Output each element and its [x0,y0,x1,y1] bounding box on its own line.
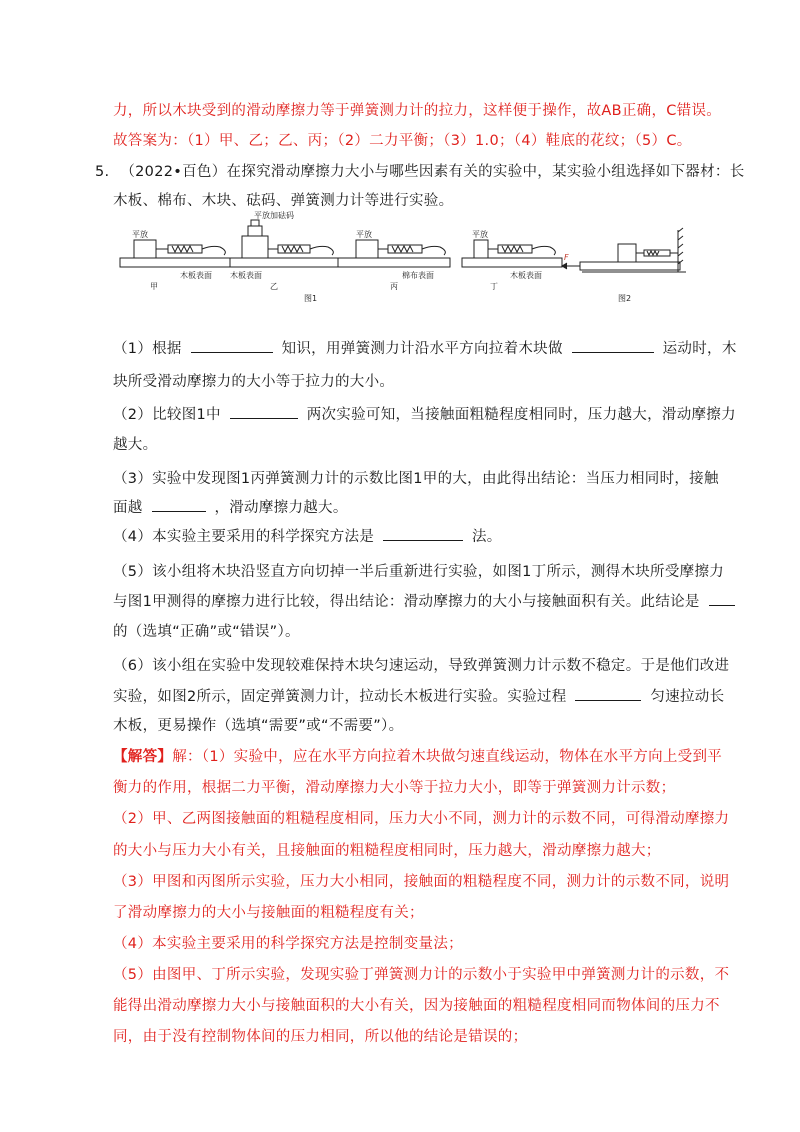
q3-blank[interactable] [152,497,206,512]
label-pingfang-ding: 平放 [472,230,488,239]
label-force: F [564,253,569,262]
q6-blank[interactable] [575,686,641,701]
prev-answer-line-2: 故答案为：（1）甲、乙；乙、丙；（2）二力平衡；（3）1.0；（4）鞋底的花纹；（5）C。 [113,133,692,149]
answer-line-7: （4）本实验主要采用的科学探究方法是控制变量法； [113,936,463,952]
q3-text-b: ，滑动摩擦力越大。 [214,500,348,516]
q2-blank[interactable] [230,404,298,419]
answer-line-8: （5）由图甲、丁所示实验，发现实验丁弹簧测力计的示数小于实验甲中弹簧测力计的示数，不 [113,967,730,983]
answer-line-10: 同，由于没有控制物体间的压力相同，所以他的结论是错误的； [113,1029,528,1045]
q1-blank-2[interactable] [572,338,654,353]
answer-tag: 【解答】 [113,749,173,765]
label-mian-bu-bing: 棉布表面 [402,271,434,280]
question-stem-line-1 [95,160,745,181]
q5-blank[interactable] [709,591,735,606]
label-ding: 丁 [490,282,498,291]
sub-question-3-line-2 [113,496,348,517]
setup-yi [230,220,338,267]
q6-text-b: 匀速拉动长 [650,689,725,705]
answer-1-text-a: 解：（1）实验中，应在水平方向拉着木块做匀速直线运动，物体在水平方向上受到平 [172,749,723,765]
answer-line-9: 能得出滑动摩擦力大小与接触面积的大小有关，因为接触面的粗糙程度相同而物体间的压力不 [113,998,720,1014]
sub-question-5-line-1: （5）该小组将木块沿竖直方向切掉一半后重新进行实验，如图1丁所示，测得木块所受摩擦力 [113,564,725,580]
q1-text-a: （1）根据 [113,341,182,357]
label-pingfang-bing: 平放 [356,230,372,239]
label-jia: 甲 [150,282,158,291]
setup-jia [120,240,230,267]
label-fig1: 图1 [304,294,318,303]
answer-line-3: （2）甲、乙两图接触面的粗糙程度相同，压力大小不同，测力计的示数不同，可得滑动摩擦力 [113,811,730,827]
setup-bing [338,240,450,267]
label-fig2: 图2 [618,294,632,303]
q4-blank[interactable] [383,526,463,541]
experiment-figure [112,210,692,310]
sub-question-6-line-1: （6）该小组在实验中发现较难保持木块匀速运动，导致弹簧测力计示数不稳定。于是他们改进 [113,658,730,674]
q5-text-a: 与图1甲测得的摩擦力进行比较，得出结论：滑动摩擦力的大小与接触面积有关。此结论是 [113,594,700,610]
question-stem-text: （2022•百色）在探究滑动摩擦力大小与哪些因素有关的实验中，某实验小组选择如下器材：长 [120,164,745,180]
label-bing: 丙 [390,282,398,291]
label-mu-ban-jia: 木板表面 [180,271,212,280]
sub-question-6-line-3: 木板，更易操作（选填“需要”或“不需要”）。 [113,718,404,734]
sub-question-5-line-3: 的（选填“正确”或“错误”）。 [113,624,300,640]
q2-text-b: 两次实验可知，当接触面粗糙程度相同时，压力越大，滑动摩擦力 [306,407,736,423]
sub-question-3-line-1: （3）实验中发现图1丙弹簧测力计的示数比图1甲的大，由此得出结论：当压力相同时，接触 [113,471,719,487]
prev-answer-line-1: 力，所以木块受到的滑动摩擦力等于弹簧测力计的拉力，这样便于操作，故AB正确，C错误。 [113,103,722,119]
q1-text-b: 知识，用弹簧测力计沿水平方向拉着木块做 [281,341,563,357]
label-mu-ban-yi: 木板表面 [230,271,262,280]
question-number: 5. [95,164,110,180]
setup-ding [462,240,562,267]
question-stem-line-2: 木板、棉布、木块、砝码、弹簧测力计等进行实验。 [113,193,454,209]
answer-line-2: 衡力的作用，根据二力平衡，滑动摩擦力大小等于拉力大小，即等于弹簧测力计示数； [113,780,676,796]
q3-text-a: 面越 [113,500,143,516]
sub-question-2-line-1 [113,403,736,424]
label-pingfang-jia-fama: 平放加砝码 [254,211,294,220]
label-pingfang-jia: 平放 [132,230,148,239]
q4-text-a: （4）本实验主要采用的科学探究方法是 [113,529,375,545]
setup-fig2 [562,228,686,272]
q4-text-b: 法。 [471,529,502,545]
q1-blank-1[interactable] [191,338,273,353]
sub-question-4 [113,525,502,546]
answer-line-1 [113,745,722,766]
q6-text-a: 实验，如图2所示，固定弹簧测力计，拉动长木板进行实验。实验过程 [113,689,567,705]
answer-line-5: （3）甲图和丙图所示实验，压力大小相同，接触面的粗糙程度不同，测力计的示数不同，说明 [113,874,730,890]
q1-text-c: 运动时，木 [662,341,737,357]
sub-question-1-line-1 [113,337,737,358]
sub-question-6-line-2 [113,685,724,706]
label-yi: 乙 [270,282,278,291]
sub-question-5-line-2 [113,590,735,611]
label-mu-ban-ding: 木板表面 [510,271,542,280]
sub-question-2-line-2: 越大。 [113,437,158,453]
answer-line-4: 的大小与压力大小有关，且接触面的粗糙程度相同时，压力越大，滑动摩擦力越大； [113,843,661,859]
q2-text-a: （2）比较图1中 [113,407,221,423]
sub-question-1-line-2: 块所受滑动摩擦力的大小等于拉力的大小。 [113,374,395,390]
answer-line-6: 了滑动摩擦力的大小与接触面的粗糙程度有关； [113,905,424,921]
